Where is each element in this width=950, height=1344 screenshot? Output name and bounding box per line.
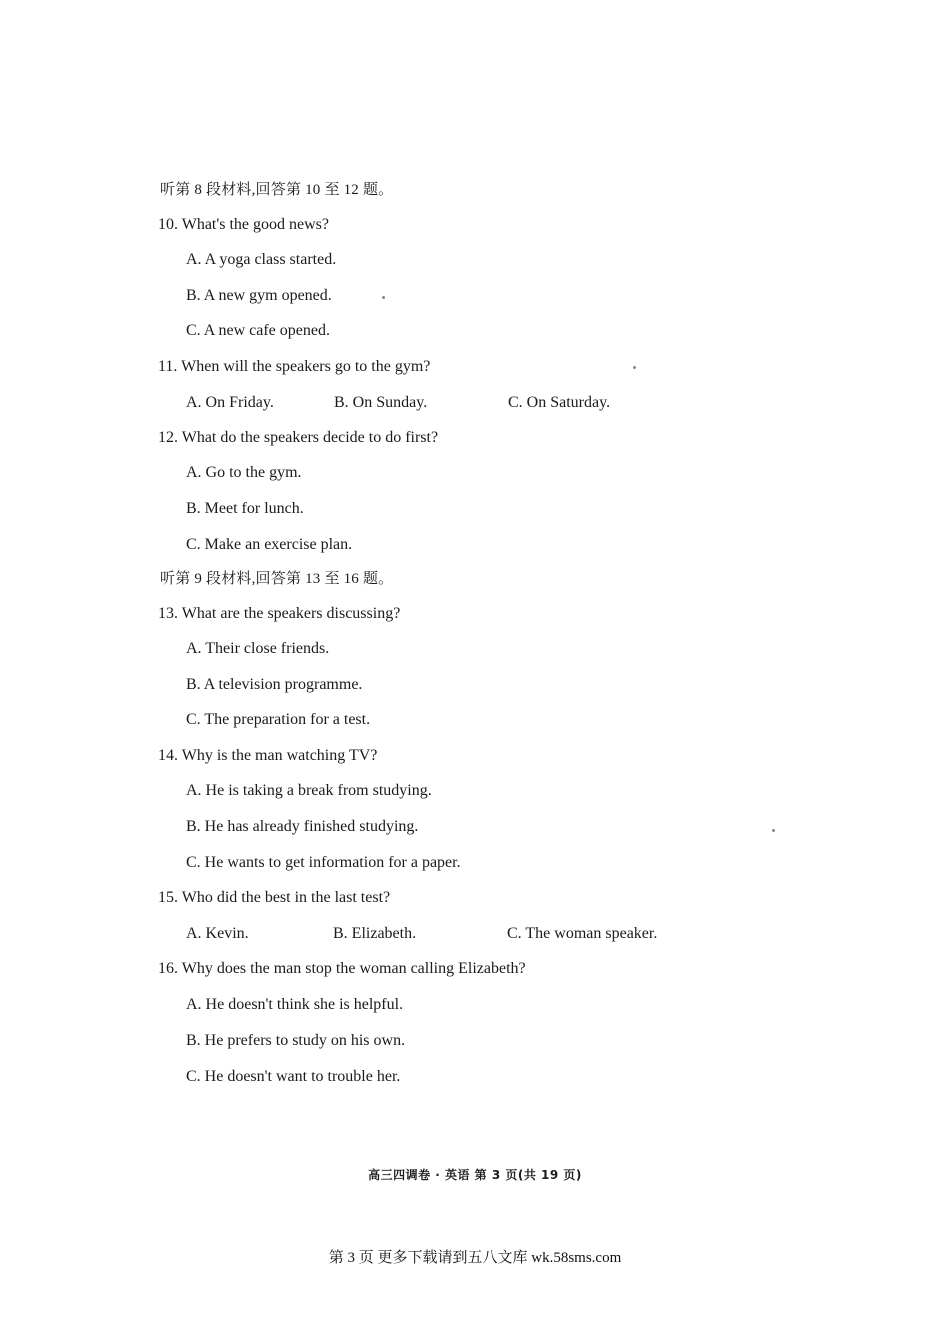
question-text: Why does the man stop the woman calling Elizabeth? [181, 960, 526, 977]
question-number: 14. [158, 747, 178, 764]
option-14-c: C. He wants to get information for a paper. [186, 854, 461, 871]
question-number: 16. [158, 960, 178, 977]
option-12-c: C. Make an exercise plan. [186, 536, 353, 553]
question-16 [158, 959, 526, 979]
page-footer: 高三四调卷 · 英语 第 3 页(共 19 页) [368, 1168, 582, 1182]
question-number: 11. [158, 358, 178, 375]
question-13 [158, 604, 400, 624]
question-text: What do the speakers decide to do first? [181, 429, 439, 446]
section-heading-8: 听第 8 段材料,回答第 10 至 12 题。 [160, 182, 394, 198]
question-text: Who did the best in the last test? [181, 889, 391, 906]
option-16-a: A. He doesn't think she is helpful. [186, 996, 404, 1013]
option-12-a: A. Go to the gym. [186, 464, 302, 481]
option-11-b: B. On Sunday. [334, 394, 428, 411]
question-number: 12. [158, 429, 178, 446]
option-15-c: C. The woman speaker. [507, 925, 658, 942]
option-11-c: C. On Saturday. [508, 394, 611, 411]
question-number: 13. [158, 605, 178, 622]
question-text: What's the good news? [181, 216, 330, 233]
scan-speck [772, 829, 775, 832]
option-10-b: B. A new gym opened. [186, 287, 332, 304]
download-watermark: 第 3 页 更多下载请到五八文库 wk.58sms.com [328, 1250, 622, 1266]
question-text: What are the speakers discussing? [181, 605, 401, 622]
option-13-a: A. Their close friends. [186, 640, 330, 657]
option-15-a: A. Kevin. [186, 925, 249, 942]
question-15 [158, 888, 390, 908]
question-14 [158, 746, 377, 766]
question-12 [158, 428, 438, 448]
options-15 [0, 924, 950, 944]
option-11-a: A. On Friday. [186, 394, 274, 411]
option-10-c: C. A new cafe opened. [186, 322, 330, 339]
question-text: When will the speakers go to the gym? [181, 358, 431, 375]
scan-speck [382, 296, 385, 299]
option-13-c: C. The preparation for a test. [186, 711, 371, 728]
section-heading-9: 听第 9 段材料,回答第 13 至 16 题。 [160, 571, 394, 587]
option-12-b: B. Meet for lunch. [186, 500, 304, 517]
question-text: Why is the man watching TV? [181, 747, 378, 764]
option-16-b: B. He prefers to study on his own. [186, 1032, 406, 1049]
question-number: 10. [158, 216, 178, 233]
option-13-b: B. A television programme. [186, 676, 363, 693]
option-16-c: C. He doesn't want to trouble her. [186, 1068, 401, 1085]
options-11 [0, 393, 950, 413]
question-number: 15. [158, 889, 178, 906]
option-14-a: A. He is taking a break from studying. [186, 782, 432, 799]
question-10 [158, 215, 329, 235]
option-15-b: B. Elizabeth. [333, 925, 417, 942]
scan-speck [633, 366, 636, 369]
option-14-b: B. He has already finished studying. [186, 818, 419, 835]
option-10-a: A. A yoga class started. [186, 251, 337, 268]
question-11 [158, 357, 430, 377]
